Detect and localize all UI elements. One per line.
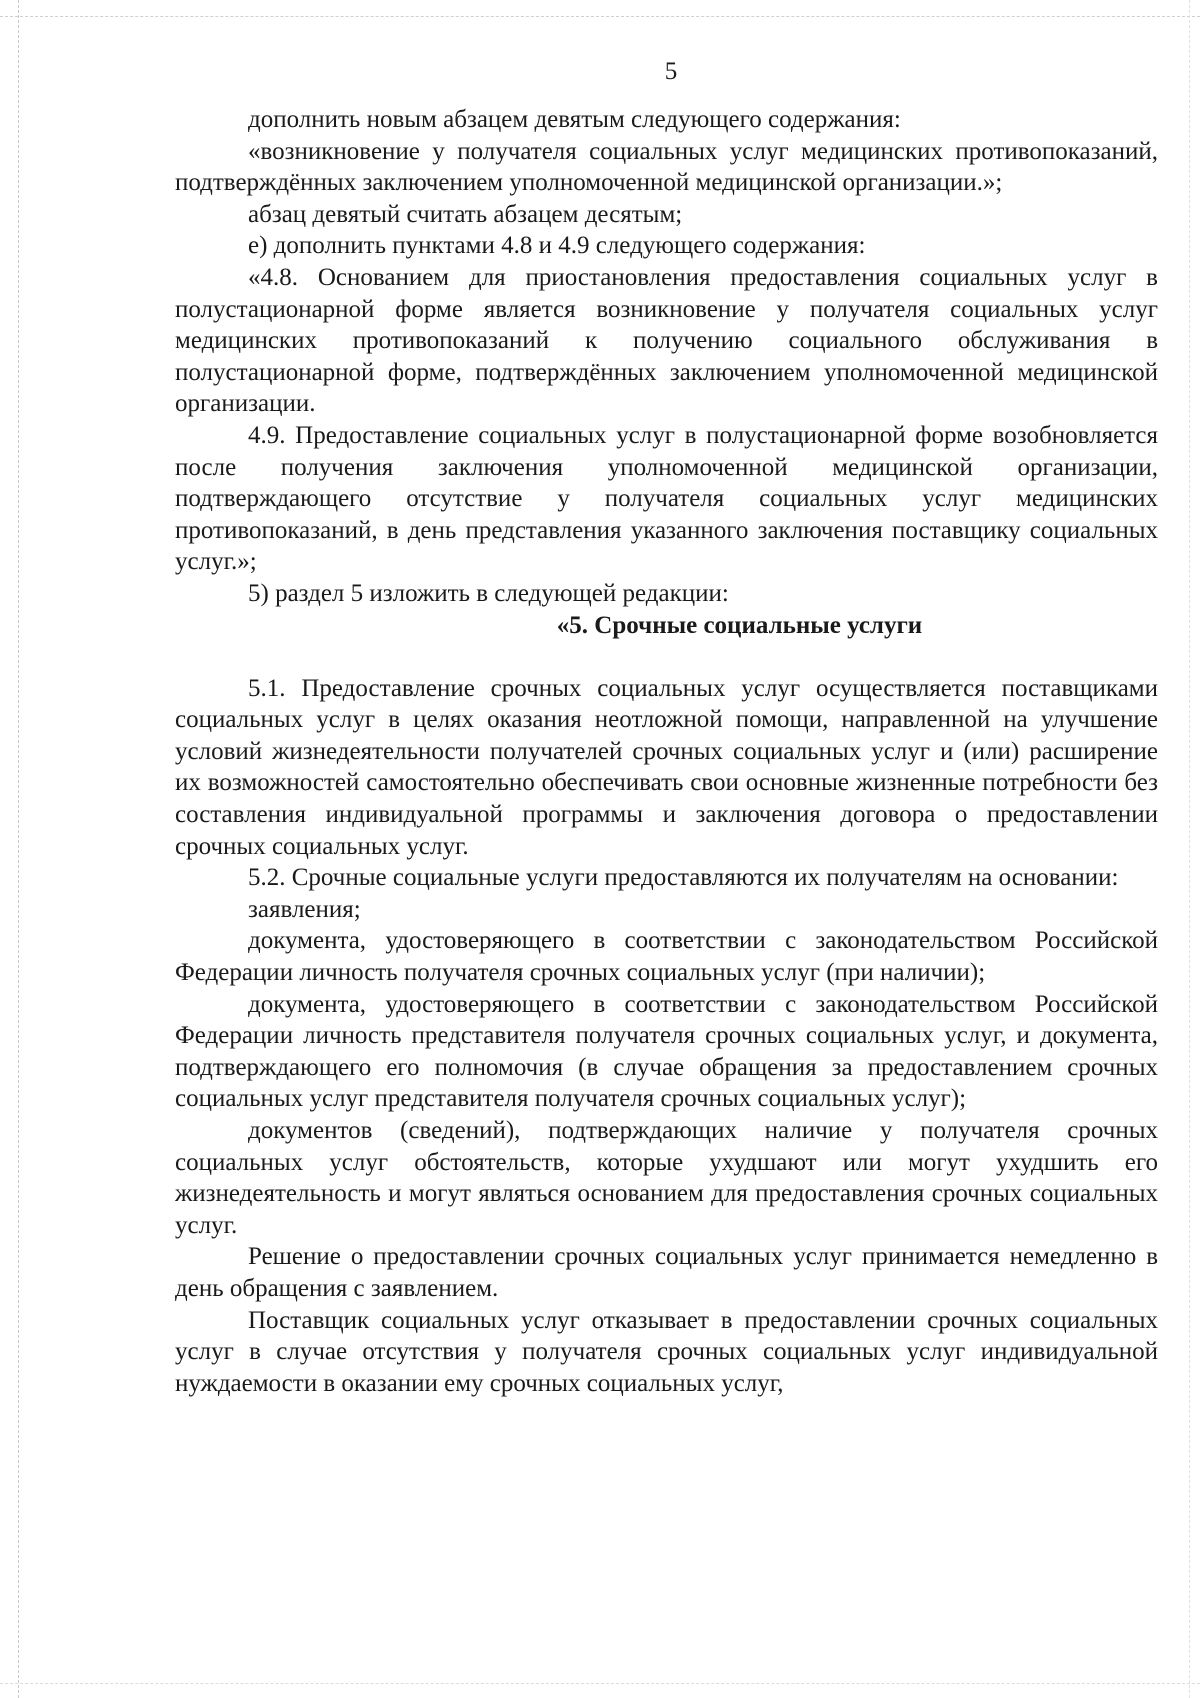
scan-edge-right <box>1189 0 1190 1698</box>
paragraph: 5) раздел 5 изложить в следующей редакции: <box>248 579 729 607</box>
paragraph: Решение о предоставлении срочных социальных услуг принимается немедленно в день обращения с заявлением. <box>175 1243 1158 1302</box>
paragraph: 4.9. Предоставление социальных услуг в полустационарной форме возобновляется после получения заключения уполномоченной медицинской организации, подтверждающего отсутствие у получателя социальных услуг медицинских противопоказаний, в день представления указанного заключения поставщику социальных услуг.»; <box>175 421 1158 576</box>
scan-edge-bottom <box>0 1683 1200 1684</box>
paragraph: заявления; <box>248 895 361 923</box>
paragraph: документа, удостоверяющего в соответствии с законодательством Российской Федерации личность получателя срочных социальных услуг (при наличии); <box>175 927 1158 987</box>
paragraph: абзац девятый считать абзацем десятым; <box>248 200 683 228</box>
paragraph: «4.8. Основанием для приостановления предоставления социальных услуг в полустационарной форме является возникновение у получателя социальных услуг медицинских противопоказаний к получению социального обслуживания в полустационарной форме, подтверждённых заключением уполномоченной медицинской организации. <box>175 263 1158 418</box>
paragraph: 5.2. Срочные социальные услуги предоставляются их получателям на основании: <box>248 864 1119 892</box>
scan-edge-top <box>0 16 1200 17</box>
paragraph: 5.1. Предоставление срочных социальных услуг осуществляется поставщиками социальных услуг в целях оказания неотложной помощи, направленной на улучшение условий жизнедеятельности получателей срочных социальных услуг и (или) расширение их возможностей самостоятельно обеспечивать свои основные жизненные потребности без составления индивидуальной программы и заключения договора о предоставлении срочных социальных услуг. <box>175 674 1158 860</box>
page-number: 5 <box>664 58 678 85</box>
scan-edge-left <box>18 0 19 1698</box>
paragraph: документа, удостоверяющего в соответствии с законодательством Российской Федерации личность представителя получателя срочных социальных услуг, и документа, подтверждающего его полномочия (в случае обращения за предоставлением срочных социальных услуг представителя получателя срочных социальных услуг); <box>175 990 1158 1113</box>
document-body <box>175 104 1158 1399</box>
section-heading: «5. Срочные социальные услуги <box>556 611 923 639</box>
paragraph: е) дополнить пунктами 4.8 и 4.9 следующего содержания: <box>248 232 866 260</box>
paragraph: Поставщик социальных услуг отказывает в предоставлении срочных социальных услуг в случае отсутствия у получателя срочных социальных услуг индивидуальной нуждаемости в оказании ему срочных социальных услуг, <box>175 1306 1158 1397</box>
paragraph: дополнить новым абзацем девятым следующего содержания: <box>248 106 901 133</box>
paragraph: «возникновение у получателя социальных услуг медицинских противопоказаний, подтверждённых заключением уполномоченной медицинской организации.»; <box>175 137 1158 197</box>
paragraph: документов (сведений), подтверждающих наличие у получателя срочных социальных услуг обстоятельств, которые ухудшают или могут ухудшить его жизнедеятельность и могут являться основанием для предоставления срочных социальных услуг. <box>175 1117 1158 1239</box>
